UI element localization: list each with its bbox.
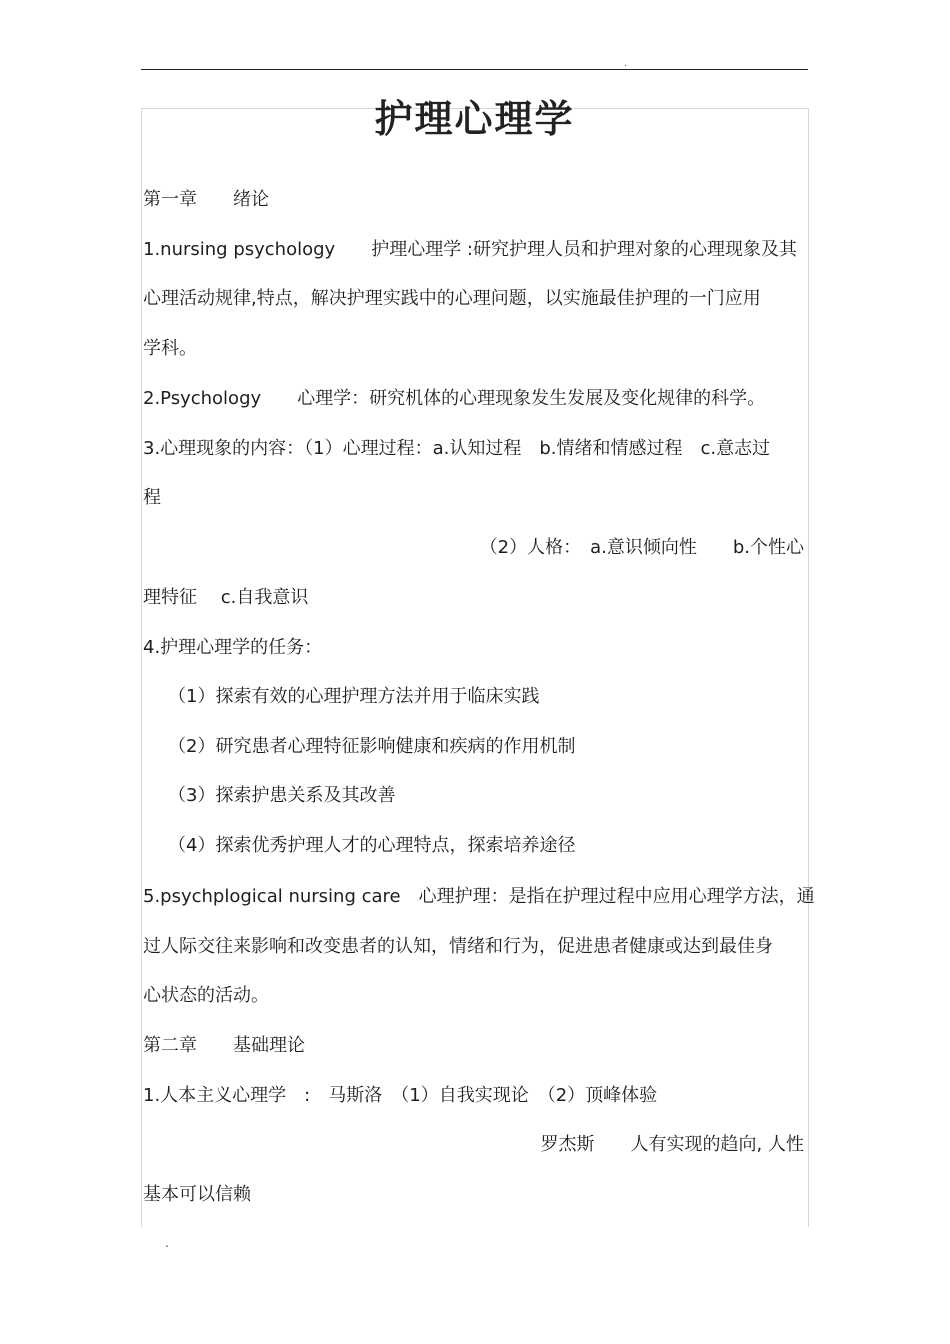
- paragraph-line: 理特征 c.自我意识: [143, 587, 309, 608]
- paragraph-line: 程: [143, 487, 161, 508]
- paragraph-line: 3.心理现象的内容：（1）心理过程：a.认知过程 b.情绪和情感过程 c.意志过: [143, 438, 771, 459]
- paragraph-line: 罗杰斯 人有实现的趋向, 人性: [540, 1134, 804, 1155]
- list-item: （4）探索优秀护理人才的心理特点，探索培养途径: [168, 835, 576, 856]
- paragraph-line: 2.Psychology 心理学：研究机体的心理现象发生发展及变化规律的科学。: [143, 388, 766, 409]
- footer-dot: .: [165, 1236, 169, 1250]
- list-item: （1）探索有效的心理护理方法并用于临床实践: [168, 686, 540, 707]
- list-item: （3）探索护患关系及其改善: [168, 785, 396, 806]
- paragraph-line: 4.护理心理学的任务：: [143, 637, 323, 658]
- text-frame: [141, 108, 809, 1227]
- header-rule: [141, 69, 808, 70]
- paragraph-line: （2）人格： a.意识倾向性 b.个性心: [479, 537, 804, 558]
- list-item: （2）研究患者心理特征影响健康和疾病的作用机制: [168, 736, 576, 757]
- paragraph-line: 基本可以信赖: [143, 1184, 251, 1205]
- paragraph-line: 过人际交往来影响和改变患者的认知，情绪和行为，促进患者健康或达到最佳身: [143, 936, 773, 957]
- header-dot: .: [624, 58, 628, 69]
- paragraph-line: 学科。: [143, 338, 197, 359]
- paragraph-line: 心状态的活动。: [143, 985, 269, 1006]
- paragraph-line: 心理活动规律,特点，解决护理实践中的心理问题，以实施最佳护理的一门应用: [143, 288, 761, 309]
- chapter-1-heading: 第一章 绪论: [143, 189, 269, 210]
- paragraph-line: 1.nursing psychology 护理心理学 :研究护理人员和护理对象的心理现象及其: [143, 239, 797, 260]
- page-title: 护理心理学: [374, 97, 575, 141]
- paragraph-line: 1.人本主义心理学 : 马斯洛 （1）自我实现论 （2）顶峰体验: [143, 1085, 658, 1106]
- chapter-2-heading: 第二章 基础理论: [143, 1035, 305, 1056]
- paragraph-line: 5.psychplogical nursing care 心理护理：是指在护理过程中应用心理学方法，通: [143, 886, 815, 907]
